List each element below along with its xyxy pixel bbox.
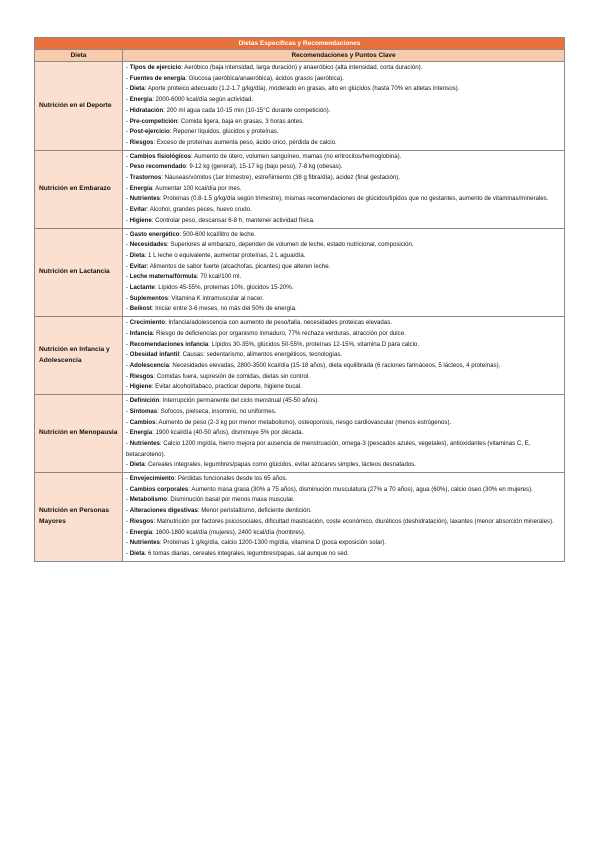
recommendation-item: - Leche materna/fórmula: 70 kcal/100 ml.	[126, 273, 242, 281]
recommendation-item: - Peso recomendado: 9-12 kg (general), 15-17 kg (bajo peso), 7-8 kg (obesas).	[126, 163, 343, 171]
diet-name-cell: Nutrición en Embarazo	[35, 150, 123, 228]
recommendation-text: Superiores al embarazo, dependen de volumen de leche, estado nutricional, composición.	[170, 241, 414, 249]
recommendation-text: Proteínas (0.8-1.5 g/kg/día según trimestre), mismas recomendaciones de glúcidos/lípidos que no gestantes, aumento de vitaminas/minerales.	[163, 195, 549, 203]
recommendations-cell	[123, 228, 565, 317]
recommendation-item: - Recomendaciones infancia: Lípidos 30-35%, glúcidos 50-55%, proteínas 12-15%, vitamina D para calcio.	[126, 340, 420, 348]
recommendation-item: - Evitar: Alcohol, grandes peces, huevo crudo.	[126, 206, 252, 214]
recommendation-item: - Cambios: Aumento de peso (2-3 kg por menor metabolismo), osteoporosis, riesgo cardiovascular (menos estrógenos).	[126, 418, 452, 426]
table-title-row	[35, 38, 565, 50]
recommendation-text: Necesidades elevadas, 2800-3500 kcal/día (15-18 años), dieta equilibrada (6 raciones farináceos, 5 lácteos, 4 proteínas).	[172, 361, 501, 369]
recommendation-text: Menor peristaltismo, deficiente dentición.	[201, 507, 312, 515]
recommendation-label: Fuentes de energía	[129, 74, 186, 82]
recommendation-text: 2000-6000 kcal/día según actividad.	[155, 96, 254, 104]
recommendation-text: Vitamina K intramuscular al nacer.	[171, 294, 264, 302]
recommendation-label: Peso recomendado	[129, 163, 186, 171]
recommendation-text: Alimentos de sabor fuerte (alcachofas, picantes) que alteren leche.	[149, 262, 331, 270]
recommendation-text: Calcio 1200 mg/día, hierro mejora por ausencia de menstruación, omega-3 (pescados azules, vegetales), antioxidantes (vitaminas C, E, betacaroteno).	[126, 439, 531, 458]
recommendations-cell	[123, 317, 565, 395]
recommendation-label: Dieta	[129, 85, 145, 93]
recommendation-text: Evitar alcohol/tabaco, practicar deporte, higiene bucal.	[155, 383, 302, 391]
recommendation-item: - Envejecimiento: Pérdidas funcionales desde los 65 años.	[126, 475, 288, 483]
recommendation-label: Riesgos	[129, 138, 154, 146]
recommendation-label: Beikost	[129, 305, 152, 313]
recommendation-item: - Crecimiento: Infancia/adolescencia con aumento de peso/talla, necesidades proteicas elevadas.	[126, 319, 392, 327]
table-body	[35, 62, 565, 562]
recommendation-text: 1600-1800 kcal/día (mujeres), 2400 kcal/día (hombres).	[155, 528, 306, 536]
recommendation-item: - Nutrientes: Proteínas (0.8-1.5 g/kg/día según trimestre), mismas recomendaciones de glúcidos/lípidos que no gestantes, aumento de vitaminas/minerales.	[126, 195, 549, 203]
diet-table-sheet	[34, 37, 565, 562]
recommendation-label: Metabolismo	[129, 496, 167, 504]
recommendation-text: Lípidos 45-55%, proteínas 10%, glúcidos 15-20%.	[158, 284, 294, 292]
recommendation-item: - Infancia: Riesgo de deficiencias por organismo inmaduro, 77% rechaza verduras, atracción por dulce.	[126, 329, 406, 337]
recommendation-text: Aporte proteico adecuado (1.2-1.7 g/kg/día), moderado en grasas, alto en glúcidos (hasta 70% en atletas intensos).	[147, 85, 460, 93]
recommendation-item: - Riesgos: Malnutrición por factores psicosociales, dificultad masticación, coste económico, diuréticos (deshidratación), laxantes (menor absorción minerales).	[126, 517, 554, 525]
recommendation-text: Lípidos 30-35%, glúcidos 50-55%, proteínas 12-15%, vitamina D para calcio.	[211, 340, 420, 348]
recommendation-item: - Alteraciones digestivas: Menor peristaltismo, deficiente dentición.	[126, 507, 312, 515]
recommendation-label: Adolescencia	[129, 361, 170, 369]
recommendation-label: Energía	[129, 96, 153, 104]
recommendation-item: - Gasto energético: 500-600 kcal/litro de leche.	[126, 230, 256, 238]
recommendation-text: Aumento masa grasa (30% a 75 años), disminución musculatura (27% a 70 años), agua (60%), calcio óseo (30% en mujeres).	[191, 485, 533, 493]
recommendation-item: - Metabolismo: Disminución basal por menos masa muscular.	[126, 496, 295, 504]
recommendation-item: - Síntomas: Sofocos, pielseca, insomnio, no uniformes.	[126, 407, 277, 415]
recommendation-text: Disminución basal por menos masa muscular.	[170, 496, 295, 504]
recommendation-text: Cereales integrales, legumbres/papas como glúcidos, evitar azúcares simples, lácteos desnatados.	[148, 461, 416, 469]
recommendation-label: Cambios fisiológicos	[129, 152, 192, 160]
recommendation-label: Suplementos	[129, 294, 168, 302]
recommendation-label: Nutrientes	[129, 439, 160, 447]
table-row	[35, 395, 565, 473]
recommendations-cell	[123, 473, 565, 562]
recommendation-item: - Beikost: Iniciar entre 3-6 meses, no más del 50% de energía.	[126, 305, 297, 313]
recommendation-item: - Tipos de ejercicio: Aeróbico (baja intensidad, larga duración) y anaeróbico (alta intensidad, corta duración).	[126, 64, 423, 71]
recommendation-text: Aumento de peso (2-3 kg por menor metabolismo), osteoporosis, riesgo cardiovascular (menos estrógenos).	[158, 418, 452, 426]
diet-name-cell: Nutrición en el Deporte	[35, 62, 123, 151]
recommendation-item: - Definición: Interrupción permanente del ciclo menstrual (45-50 años).	[126, 397, 320, 405]
recommendation-text: Riesgo de deficiencias por organismo inmaduro, 77% rechaza verduras, atracción por dulce.	[156, 329, 406, 337]
recommendation-item: - Post-ejercicio: Reponer líquidos, glúcidos y proteínas.	[126, 128, 279, 136]
recommendation-item: - Energía: 2000-6000 kcal/día según actividad.	[126, 96, 254, 104]
recommendation-text: Glucosa (aeróbica/anaeróbica), ácidos grasos (aeróbica).	[188, 74, 344, 82]
recommendation-label: Energía	[129, 184, 153, 192]
recommendation-item: - Higiene: Evitar alcohol/tabaco, practicar deporte, higiene bucal.	[126, 383, 302, 391]
recommendation-label: Energía	[129, 429, 153, 437]
recommendation-label: Post-ejercicio	[129, 128, 170, 136]
recommendation-item: - Energía: Aumentar 100 kcal/día por mes.	[126, 184, 242, 192]
recommendation-label: Leche materna/fórmula	[129, 273, 197, 281]
recommendation-item: - Dieta: 1 L leche o equivalente, aumentar proteínas, 2 L agua/día.	[126, 251, 306, 259]
recommendation-text: 200 ml agua cada 10-15 min (10-15°C durante competición).	[166, 106, 331, 114]
table-row	[35, 317, 565, 395]
recommendation-text: Comidas fuera, supresión de comidas, dietas sin control.	[156, 372, 310, 380]
recommendation-item: - Evitar: Alimentos de sabor fuerte (alcachofas, picantes) que alteren leche.	[126, 262, 331, 270]
recommendation-label: Higiene	[129, 383, 152, 391]
recommendation-item: - Dieta: 6 tomas diarias, cereales integrales, legumbres/papas, sal aunque no sed.	[126, 549, 349, 557]
table-row	[35, 150, 565, 228]
recommendation-label: Cambios	[129, 418, 156, 426]
recommendation-text: 6 tomas diarias, cereales integrales, legumbres/papas, sal aunque no sed.	[148, 549, 349, 557]
diet-name-cell: Nutrición en Personas Mayores	[35, 473, 123, 562]
recommendation-text: Aumento de útero, volumen sanguíneo, mamas (no eritrocitos/hemoglobina).	[194, 152, 402, 160]
recommendation-label: Envejecimiento	[129, 475, 175, 483]
column-header-recommendations: Recomendaciones y Puntos Clave	[123, 50, 565, 62]
recommendation-label: Cambios corporales	[129, 485, 189, 493]
recommendation-item: - Lactante: Lípidos 45-55%, proteínas 10%, glúcidos 15-20%.	[126, 284, 294, 292]
column-header-diet: Dieta	[35, 50, 123, 62]
recommendation-label: Recomendaciones infancia	[129, 340, 209, 348]
recommendation-item: - Dieta: Cereales integrales, legumbres/papas como glúcidos, evitar azúcares simples, lácteos desnatados.	[126, 461, 416, 469]
table-row	[35, 228, 565, 317]
recommendation-item: - Necesidades: Superiores al embarazo, dependen de volumen de leche, estado nutricional, composición.	[126, 241, 414, 249]
recommendation-text: 1900 kcal/día (40-50 años), disminuye 5% por década.	[155, 429, 304, 437]
recommendation-item: - Fuentes de energía: Glucosa (aeróbica/anaeróbica), ácidos grasos (aeróbica).	[126, 74, 344, 82]
recommendation-text: Infancia/adolescencia con aumento de peso/talla, necesidades proteicas elevadas.	[168, 319, 392, 327]
recommendations-cell	[123, 395, 565, 473]
recommendation-item: - Nutrientes: Calcio 1200 mg/día, hierro mejora por ausencia de menstruación, omega-3 (pescados azules, vegetales), antioxidantes (vitaminas C, E, betacaroteno).	[126, 439, 531, 458]
recommendation-text: Causas: sedentarismo, alimentos energéticos, tecnologías.	[182, 351, 343, 359]
recommendation-text: Exceso de proteínas aumenta peso, ácido úrico, pérdida de calcio.	[156, 138, 337, 146]
recommendation-text: Náuseas/vómitos (1er trimestre), estreñimiento (38 g fibra/día), acidez (final gestación).	[164, 174, 401, 182]
recommendation-text: 70 kcal/100 ml.	[200, 273, 242, 281]
column-header-row	[35, 50, 565, 62]
recommendation-text: Interrupción permanente del ciclo menstrual (45-50 años).	[162, 397, 320, 405]
recommendation-label: Tipos de ejercicio	[129, 64, 182, 71]
recommendation-text: Iniciar entre 3-6 meses, no más del 50% de energía.	[155, 305, 297, 313]
recommendation-label: Riesgos	[129, 517, 154, 525]
recommendation-text: Aeróbico (baja intensidad, larga duración) y anaeróbico (alta intensidad, corta duración).	[184, 64, 423, 71]
recommendation-label: Infancia	[129, 329, 153, 337]
recommendation-text: Comida ligera, baja en grasas, 3 horas antes.	[180, 117, 304, 125]
recommendation-label: Lactante	[129, 284, 155, 292]
recommendation-label: Evitar	[129, 262, 147, 270]
recommendation-label: Síntomas	[129, 407, 158, 415]
recommendation-label: Obesidad infantil	[129, 351, 180, 359]
recommendation-label: Dieta	[129, 461, 145, 469]
recommendation-label: Gasto energético	[129, 230, 180, 238]
recommendation-item: - Cambios fisiológicos: Aumento de útero, volumen sanguíneo, mamas (no eritrocitos/hemoglobina).	[126, 152, 402, 160]
diet-table	[34, 37, 565, 562]
recommendation-item: - Obesidad infantil: Causas: sedentarismo, alimentos energéticos, tecnologías.	[126, 351, 343, 359]
recommendation-item: - Hidratación: 200 ml agua cada 10-15 min (10-15°C durante competición).	[126, 106, 331, 114]
recommendation-label: Nutrientes	[129, 195, 160, 203]
recommendation-text: Malnutrición por factores psicosociales, dificultad masticación, coste económico, diuréticos (deshidratación), laxantes (menor absorción minerales).	[156, 517, 554, 525]
recommendation-label: Definición	[129, 397, 160, 405]
recommendation-label: Trastornos	[129, 174, 162, 182]
recommendation-item: - Dieta: Aporte proteico adecuado (1.2-1.7 g/kg/día), moderado en grasas, alto en glúcidos (hasta 70% en atletas intensos).	[126, 85, 460, 93]
recommendation-text: Alcohol, grandes peces, huevo crudo.	[149, 206, 252, 214]
diet-name-cell: Nutrición en Menopausia	[35, 395, 123, 473]
recommendation-text: Aumentar 100 kcal/día por mes.	[155, 184, 242, 192]
recommendation-label: Evitar	[129, 206, 147, 214]
recommendation-item: - Pre-competición: Comida ligera, baja en grasas, 3 horas antes.	[126, 117, 304, 125]
recommendation-item: - Nutrientes: Proteínas 1 g/kg/día, calcio 1200-1300 mg/día, vitamina D (poca exposición solar).	[126, 539, 387, 547]
recommendation-label: Alteraciones digestivas	[129, 507, 198, 515]
recommendations-cell	[123, 62, 565, 151]
recommendation-text: Pérdidas funcionales desde los 65 años.	[177, 475, 288, 483]
recommendation-label: Riesgos	[129, 372, 154, 380]
recommendation-item: - Riesgos: Exceso de proteínas aumenta peso, ácido úrico, pérdida de calcio.	[126, 138, 337, 146]
table-row	[35, 62, 565, 151]
recommendation-item: - Riesgos: Comidas fuera, supresión de comidas, dietas sin control.	[126, 372, 310, 380]
recommendation-label: Necesidades	[129, 241, 167, 249]
recommendations-cell	[123, 150, 565, 228]
recommendation-item: - Suplementos: Vitamina K intramuscular al nacer.	[126, 294, 264, 302]
recommendation-item: - Cambios corporales: Aumento masa grasa (30% a 75 años), disminución musculatura (27% a 70 años), agua (60%), calcio óseo (30% en mujeres).	[126, 485, 533, 493]
recommendation-text: 500-600 kcal/litro de leche.	[182, 230, 256, 238]
recommendation-item: - Higiene: Controlar peso, descansar 6-8 h, mantener actividad física.	[126, 216, 315, 224]
recommendation-label: Higiene	[129, 216, 152, 224]
recommendation-item: - Adolescencia: Necesidades elevadas, 2800-3500 kcal/día (15-18 años), dieta equilibrada (6 raciones farináceos, 5 lácteos, 4 proteínas).	[126, 361, 501, 369]
diet-name-cell: Nutrición en Lactancia	[35, 228, 123, 317]
table-row	[35, 473, 565, 562]
recommendation-label: Dieta	[129, 549, 145, 557]
recommendation-label: Dieta	[129, 251, 145, 259]
recommendation-label: Crecimiento	[129, 319, 165, 327]
recommendation-label: Hidratación	[129, 106, 164, 114]
recommendation-text: 1 L leche o equivalente, aumentar proteínas, 2 L agua/día.	[148, 251, 306, 259]
recommendation-label: Pre-competición	[129, 117, 178, 125]
recommendation-text: Reponer líquidos, glúcidos y proteínas.	[173, 128, 279, 136]
recommendation-item: - Energía: 1900 kcal/día (40-50 años), disminuye 5% por década.	[126, 429, 304, 437]
recommendation-text: Controlar peso, descansar 6-8 h, mantener actividad física.	[155, 216, 315, 224]
diet-name-cell: Nutrición en Infancia y Adolescencia	[35, 317, 123, 395]
recommendation-item: - Energía: 1600-1800 kcal/día (mujeres), 2400 kcal/día (hombres).	[126, 528, 306, 536]
recommendation-text: 9-12 kg (general), 15-17 kg (bajo peso), 7-8 kg (obesas).	[189, 163, 343, 171]
recommendation-text: Sofocos, pielseca, insomnio, no uniformes.	[160, 407, 277, 415]
table-title: Dietas Específicas y Recomendaciones	[35, 38, 565, 50]
recommendation-item: - Trastornos: Náuseas/vómitos (1er trimestre), estreñimiento (38 g fibra/día), acidez (final gestación).	[126, 174, 401, 182]
recommendation-text: Proteínas 1 g/kg/día, calcio 1200-1300 mg/día, vitamina D (poca exposición solar).	[163, 539, 387, 547]
recommendation-label: Energía	[129, 528, 153, 536]
recommendation-label: Nutrientes	[129, 539, 160, 547]
